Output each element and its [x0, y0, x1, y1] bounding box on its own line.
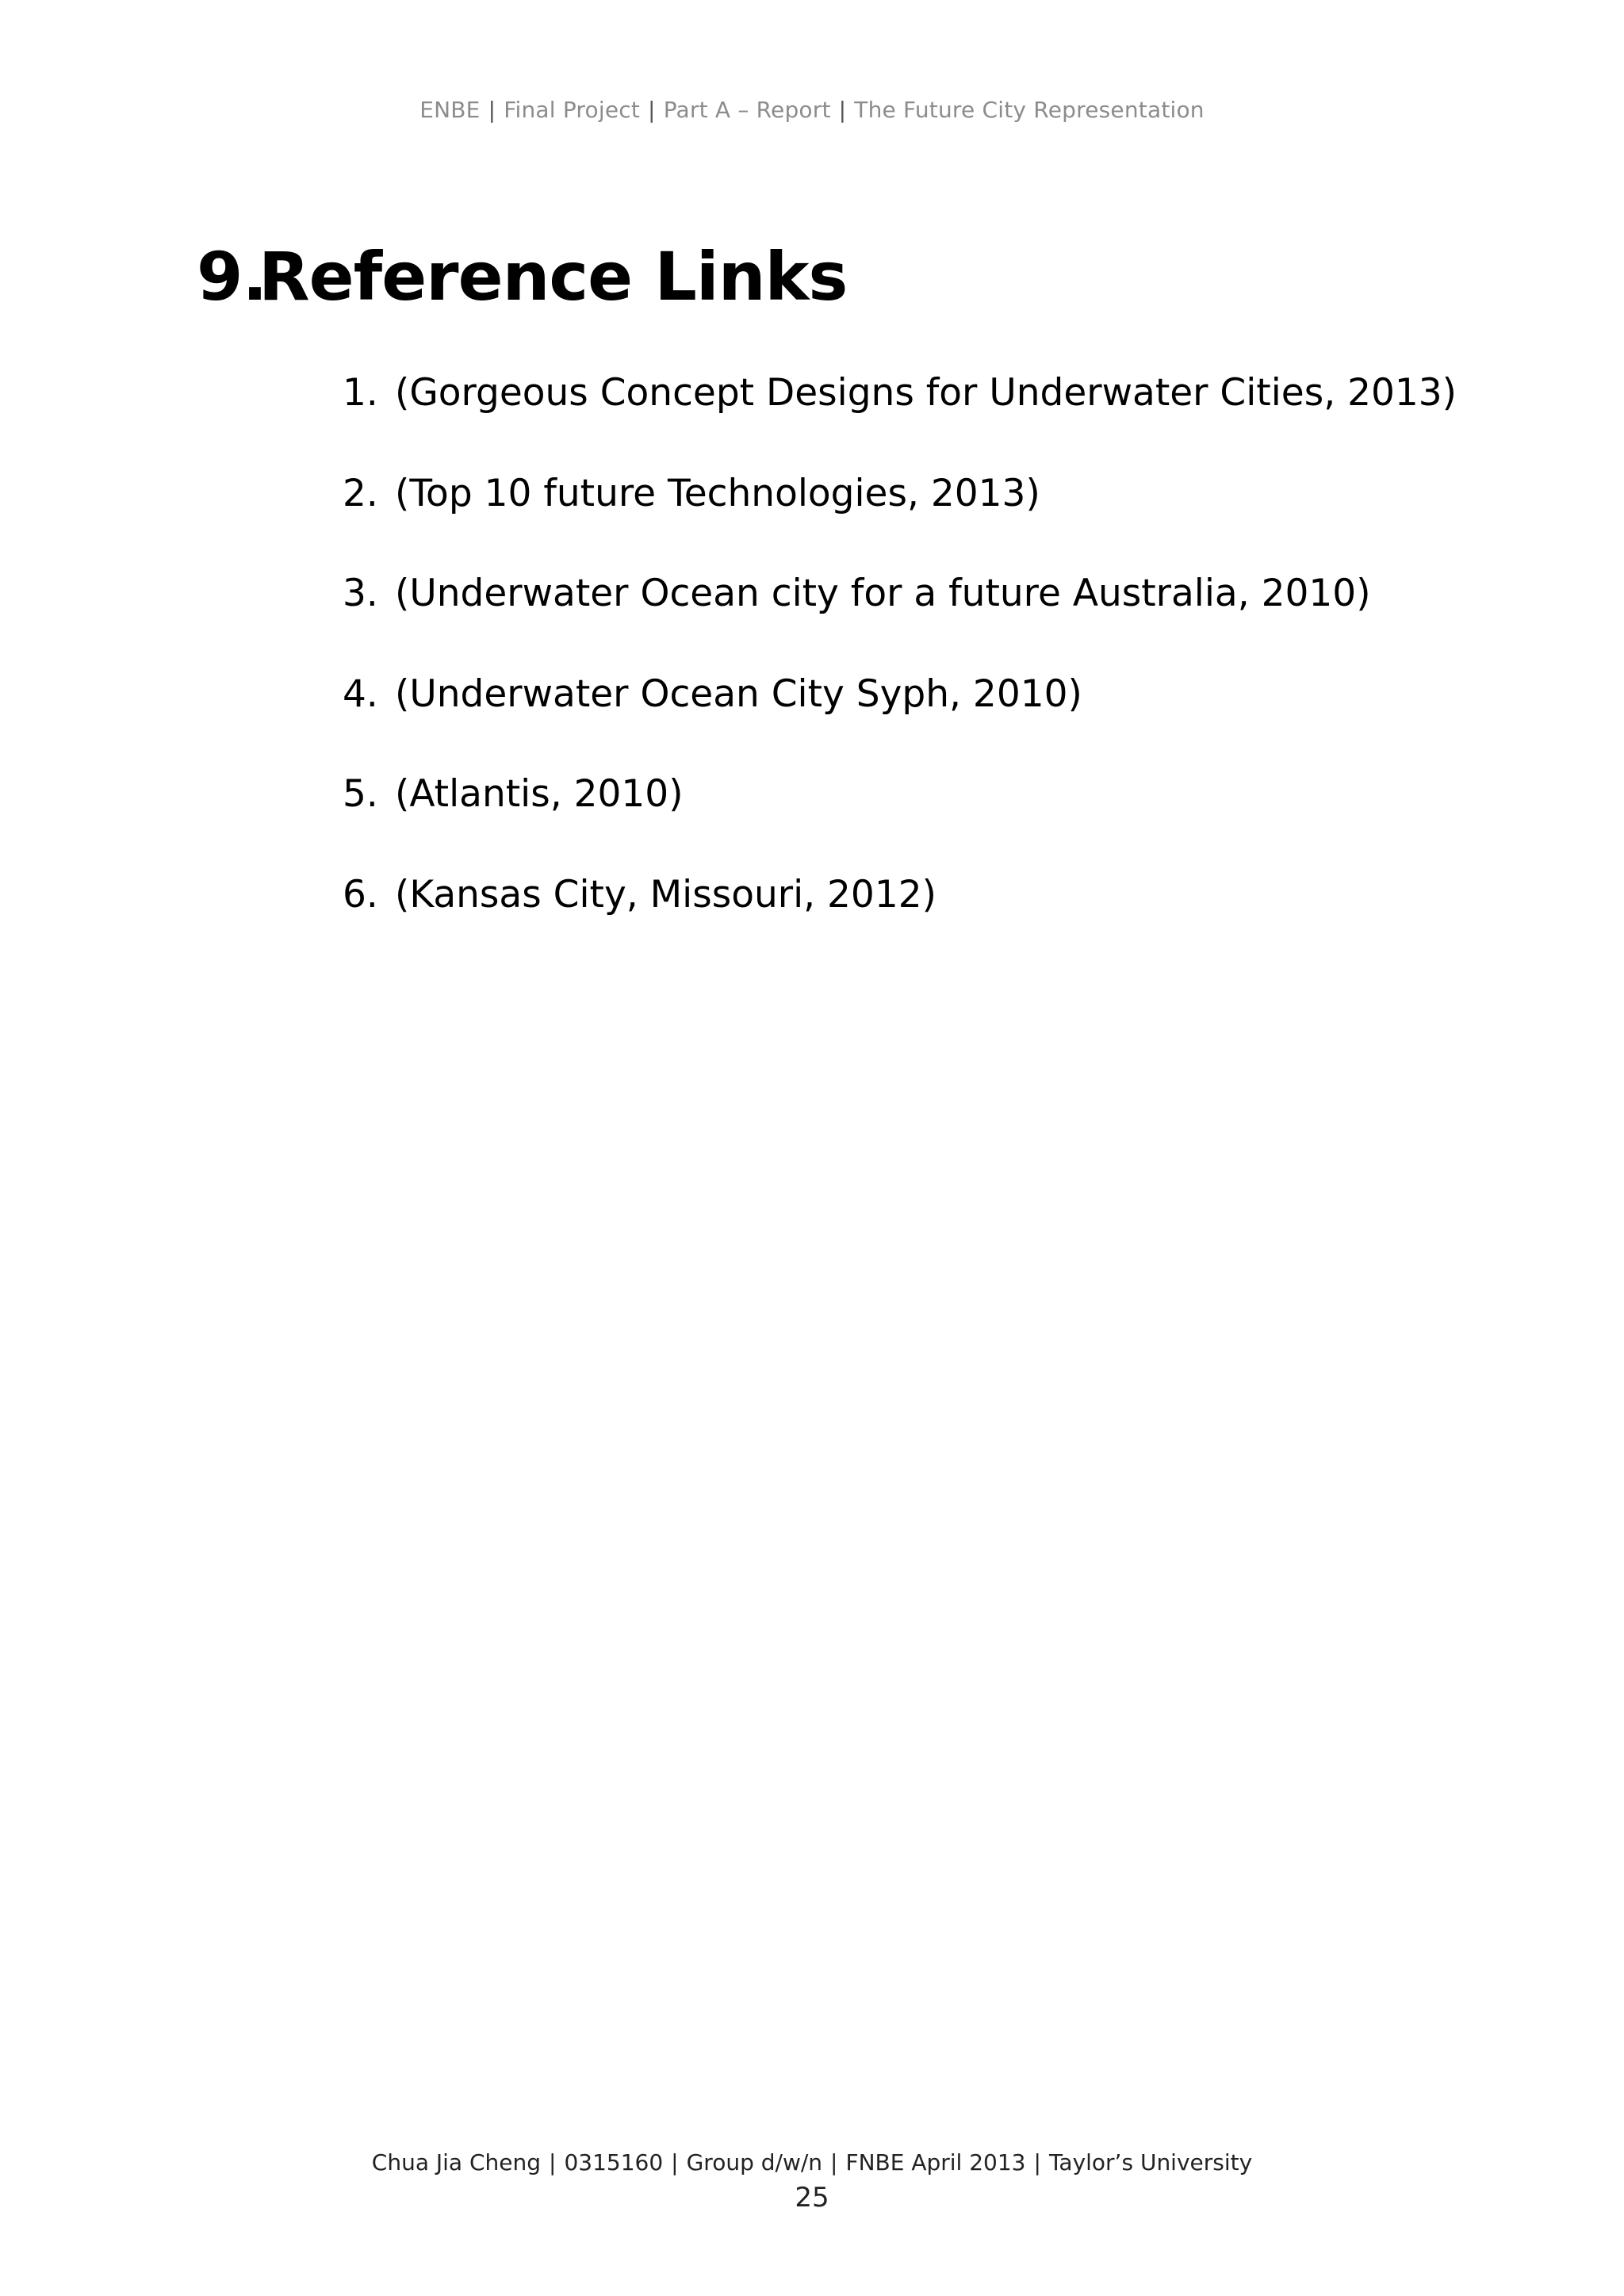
- header-separator: |: [838, 97, 847, 123]
- running-header: [0, 97, 1624, 123]
- reference-item: [343, 772, 1457, 873]
- reference-text[interactable]: (Underwater Ocean City Syph, 2010): [395, 672, 1082, 716]
- reference-item: [343, 371, 1457, 472]
- footer-author: Chua Jia Cheng: [371, 2149, 542, 2175]
- footer-separator: |: [830, 2149, 838, 2175]
- reference-text[interactable]: (Kansas City, Missouri, 2012): [395, 872, 936, 916]
- footer-separator: |: [671, 2149, 679, 2175]
- footer-group: Group d/w/n: [686, 2149, 823, 2175]
- header-course: ENBE: [419, 97, 481, 123]
- reference-item: [343, 873, 1457, 974]
- reference-index: 6.: [343, 872, 378, 916]
- section-title: Reference Links: [259, 238, 848, 316]
- reference-index: 2.: [343, 471, 378, 515]
- section-heading: [197, 238, 847, 316]
- reference-index: 5.: [343, 772, 378, 817]
- reference-index: 4.: [343, 672, 378, 716]
- footer-student-id: 0315160: [564, 2149, 664, 2175]
- footer-university: Taylor’s University: [1048, 2149, 1253, 2175]
- reference-index: 3.: [343, 572, 378, 616]
- header-project: Final Project: [504, 97, 641, 123]
- header-topic: The Future City Representation: [854, 97, 1205, 123]
- reference-item: [343, 572, 1457, 672]
- reference-list: [343, 371, 1457, 974]
- reference-text[interactable]: (Top 10 future Technologies, 2013): [395, 471, 1040, 515]
- section-number: 9.: [197, 238, 267, 316]
- reference-text[interactable]: (Underwater Ocean city for a future Australia, 2010): [395, 572, 1371, 616]
- reference-index: 1.: [343, 371, 378, 415]
- reference-item: [343, 472, 1457, 572]
- running-footer: [0, 2149, 1624, 2175]
- footer-separator: |: [549, 2149, 557, 2175]
- header-separator: |: [488, 97, 496, 123]
- reference-text[interactable]: (Gorgeous Concept Designs for Underwater Cities, 2013): [395, 371, 1457, 415]
- reference-text[interactable]: (Atlantis, 2010): [395, 772, 684, 817]
- page-number: 25: [795, 2182, 829, 2214]
- footer-separator: |: [1033, 2149, 1041, 2175]
- footer-intake: FNBE April 2013: [845, 2149, 1026, 2175]
- header-part: Part A – Report: [663, 97, 831, 123]
- reference-item: [343, 672, 1457, 773]
- header-separator: |: [648, 97, 656, 123]
